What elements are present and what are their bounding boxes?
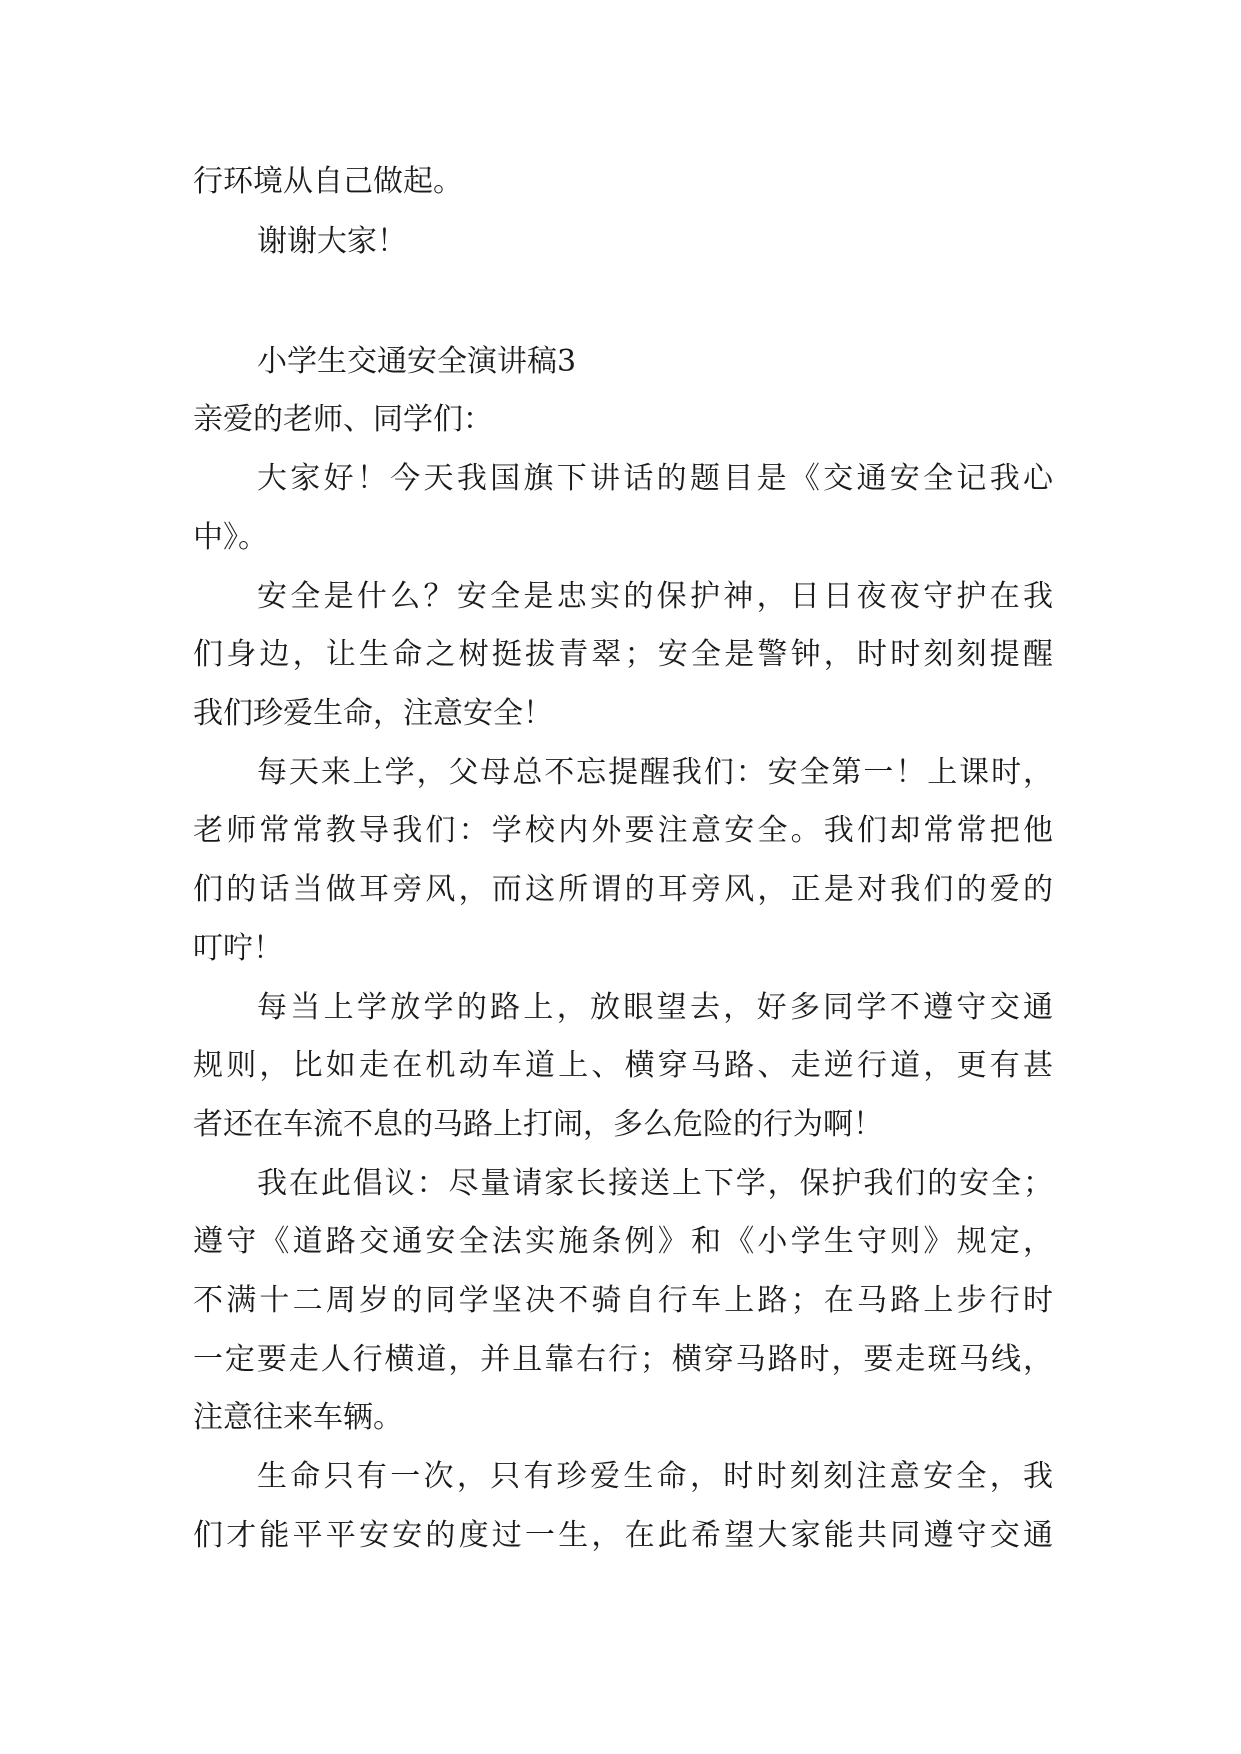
text-line: 生命只有一次，只有珍爱生命，时时刻刻注意安全，我: [257, 1459, 1053, 1494]
text-line: 每当上学放学的路上，放眼望去，好多同学不遵守交通: [257, 990, 1053, 1025]
text-line: 谢谢大家！: [257, 224, 407, 259]
text-line: 不满十二周岁的同学坚决不骑自行车上路；在马路上步行时: [193, 1283, 1053, 1318]
text-line: 遵守《道路交通安全法实施条例》和《小学生守则》规定，: [193, 1224, 1053, 1259]
text-line: 们身边，让生命之树挺拔青翠；安全是警钟，时时刻刻提醒: [193, 637, 1053, 672]
salutation: 亲爱的老师、同学们：: [193, 402, 493, 437]
text-line: 老师常常教导我们：学校内外要注意安全。我们却常常把他: [193, 813, 1053, 848]
text-line: 注意往来车辆。: [193, 1400, 403, 1435]
text-line: 安全是什么？安全是忠实的保护神，日日夜夜守护在我: [257, 579, 1053, 614]
text-line: 规则，比如走在机动车道上、横穿马路、走逆行道，更有甚: [193, 1048, 1053, 1083]
text-line: 者还在车流不息的马路上打闹，多么危险的行为啊！: [193, 1107, 883, 1142]
text-line: 大家好！今天我国旗下讲话的题目是《交通安全记我心: [257, 461, 1053, 496]
text-line: 叮咛！: [193, 931, 283, 966]
section-title: 小学生交通安全演讲稿3: [257, 344, 577, 379]
text-line: 每天来上学，父母总不忘提醒我们：安全第一！上课时，: [257, 755, 1053, 790]
text-line: 一定要走人行横道，并且靠右行；横穿马路时，要走斑马线，: [193, 1342, 1053, 1377]
text-line: 中》。: [193, 520, 268, 555]
text-line: 我在此倡议：尽量请家长接送上下学，保护我们的安全；: [257, 1166, 1053, 1201]
text-line: 们才能平平安安的度过一生，在此希望大家能共同遵守交通: [193, 1518, 1053, 1553]
text-line: 行环境从自己做起。: [193, 164, 463, 199]
text-line: 我们珍爱生命，注意安全！: [193, 696, 553, 731]
text-line: 们的话当做耳旁风，而这所谓的耳旁风，正是对我们的爱的: [193, 872, 1053, 907]
